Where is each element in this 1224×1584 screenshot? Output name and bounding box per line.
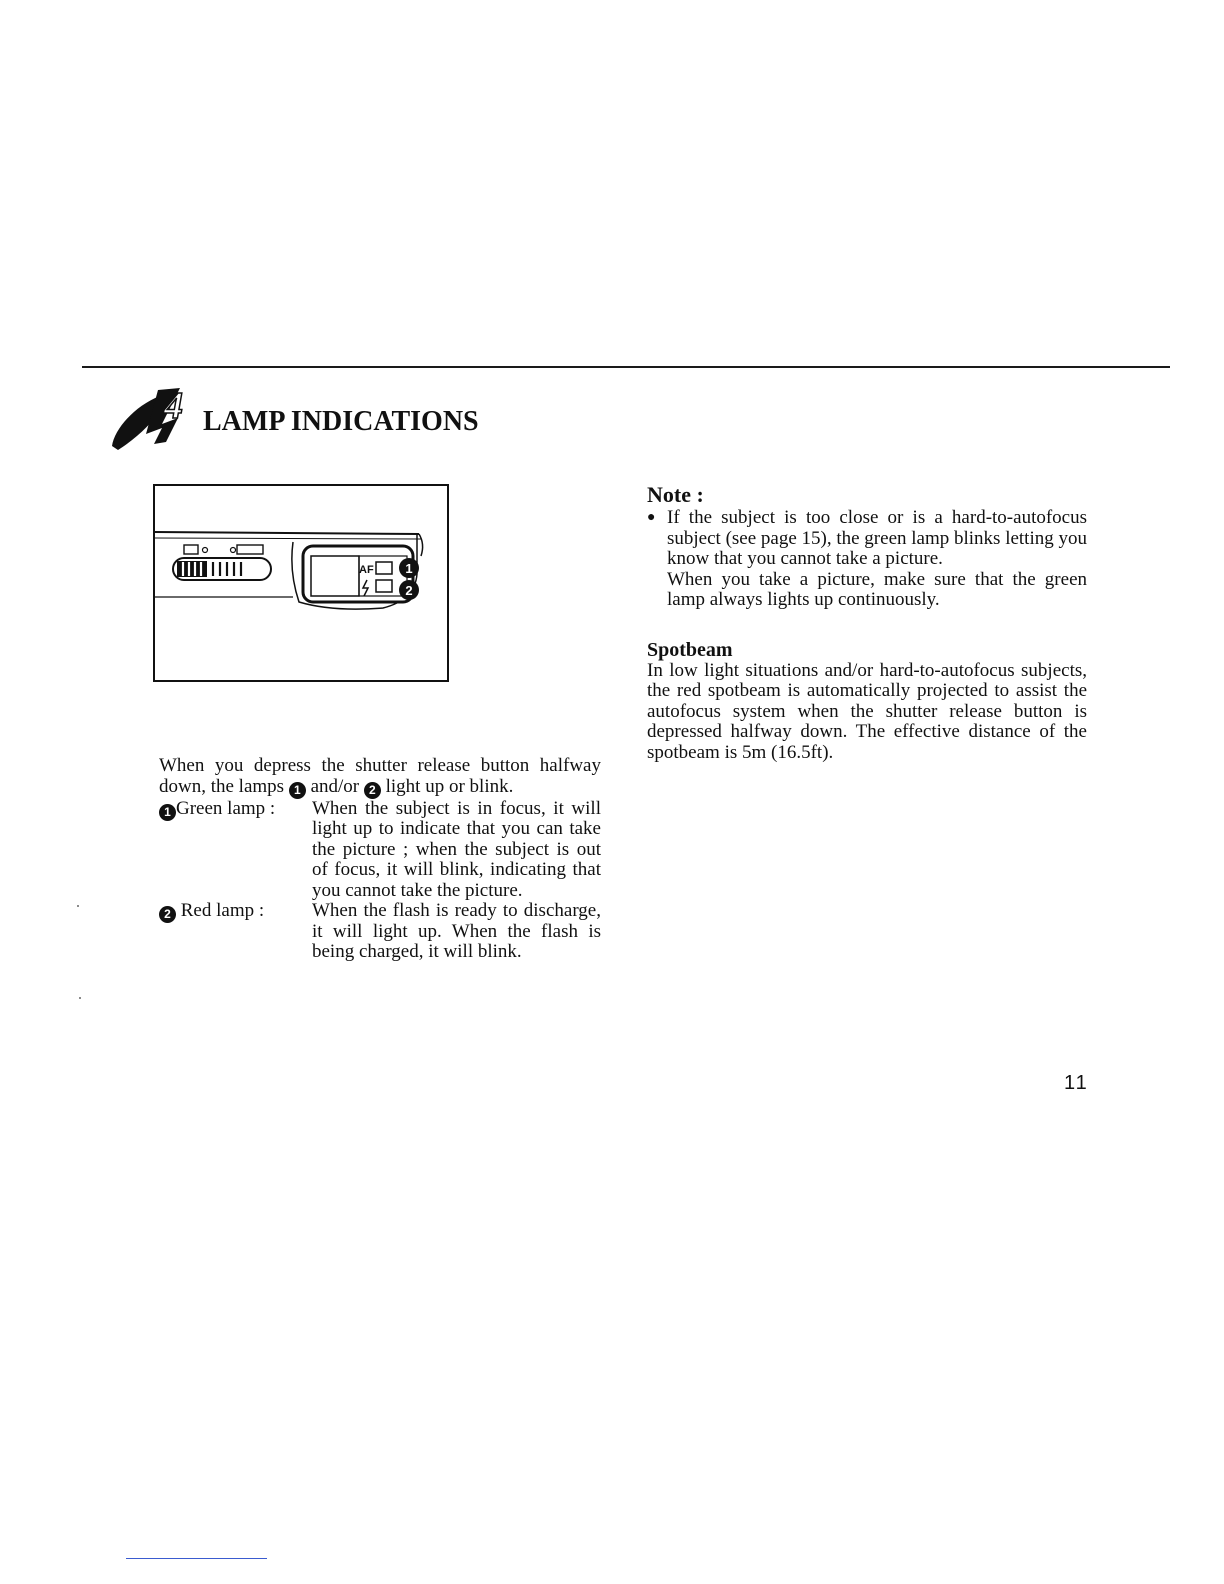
lamp-1-marker: 1: [405, 561, 413, 576]
lamp-2-circle-icon: 2: [364, 782, 381, 799]
spotbeam-text: In low light situations and/or hard-to-autofocus subjects, the red spotbeam is automatically projected to assist the autofocus system when the shutter release button is depressed halfway down. The effective distance of the spotbeam is 5m (16.5ft).: [647, 659, 1087, 763]
bullet-icon: ●: [647, 510, 656, 525]
intro-paragraph: When you depress the shutter release button halfway down, the lamps 1 and/or 2 light up or blink.: [159, 755, 601, 797]
left-column: [159, 756, 601, 963]
note-item: [647, 508, 1087, 611]
scan-speck: [77, 905, 79, 907]
green-lamp-text: When the subject is in focus, it will light up to indicate that you can take the picture ; when the subject is out of focus, it will blink, indicating that you cannot take the picture.: [312, 797, 601, 901]
section-number-icon: [104, 384, 200, 454]
green-lamp-row: [159, 799, 601, 902]
red-lamp-label: Red lamp :: [180, 900, 265, 921]
camera-viewfinder-figure: [153, 484, 449, 682]
note-text-1: If the subject is too close or is a hard-to-autofocus subject (see page 15), the green lamp blinks letting you know that you cannot take a picture.: [667, 507, 1087, 569]
red-lamp-row: [159, 901, 601, 963]
green-lamp-label: Green lamp :: [176, 797, 276, 819]
note-title: Note :: [647, 482, 704, 507]
spotbeam-title: Spotbeam: [647, 638, 733, 661]
lamp-2-marker: 2: [405, 583, 413, 598]
af-label: AF: [359, 564, 374, 576]
page-number: 11: [1064, 1072, 1089, 1094]
note-text-2: When you take a picture, make sure that the green lamp always lights up continuously.: [667, 568, 1087, 610]
bottom-rule: [126, 1558, 267, 1559]
right-column: [647, 483, 1087, 763]
top-rule: [82, 366, 1170, 368]
scan-speck: [79, 997, 81, 999]
red-lamp-circle-icon: 2: [159, 906, 176, 923]
section-title: LAMP INDICATIONS: [203, 406, 479, 437]
section-number: 4: [164, 385, 183, 427]
red-lamp-text: When the flash is ready to discharge, it will light up. When the flash is being charged, it will blink.: [312, 900, 601, 962]
green-lamp-circle-icon: 1: [159, 804, 176, 821]
lamp-1-circle-icon: 1: [289, 782, 306, 799]
